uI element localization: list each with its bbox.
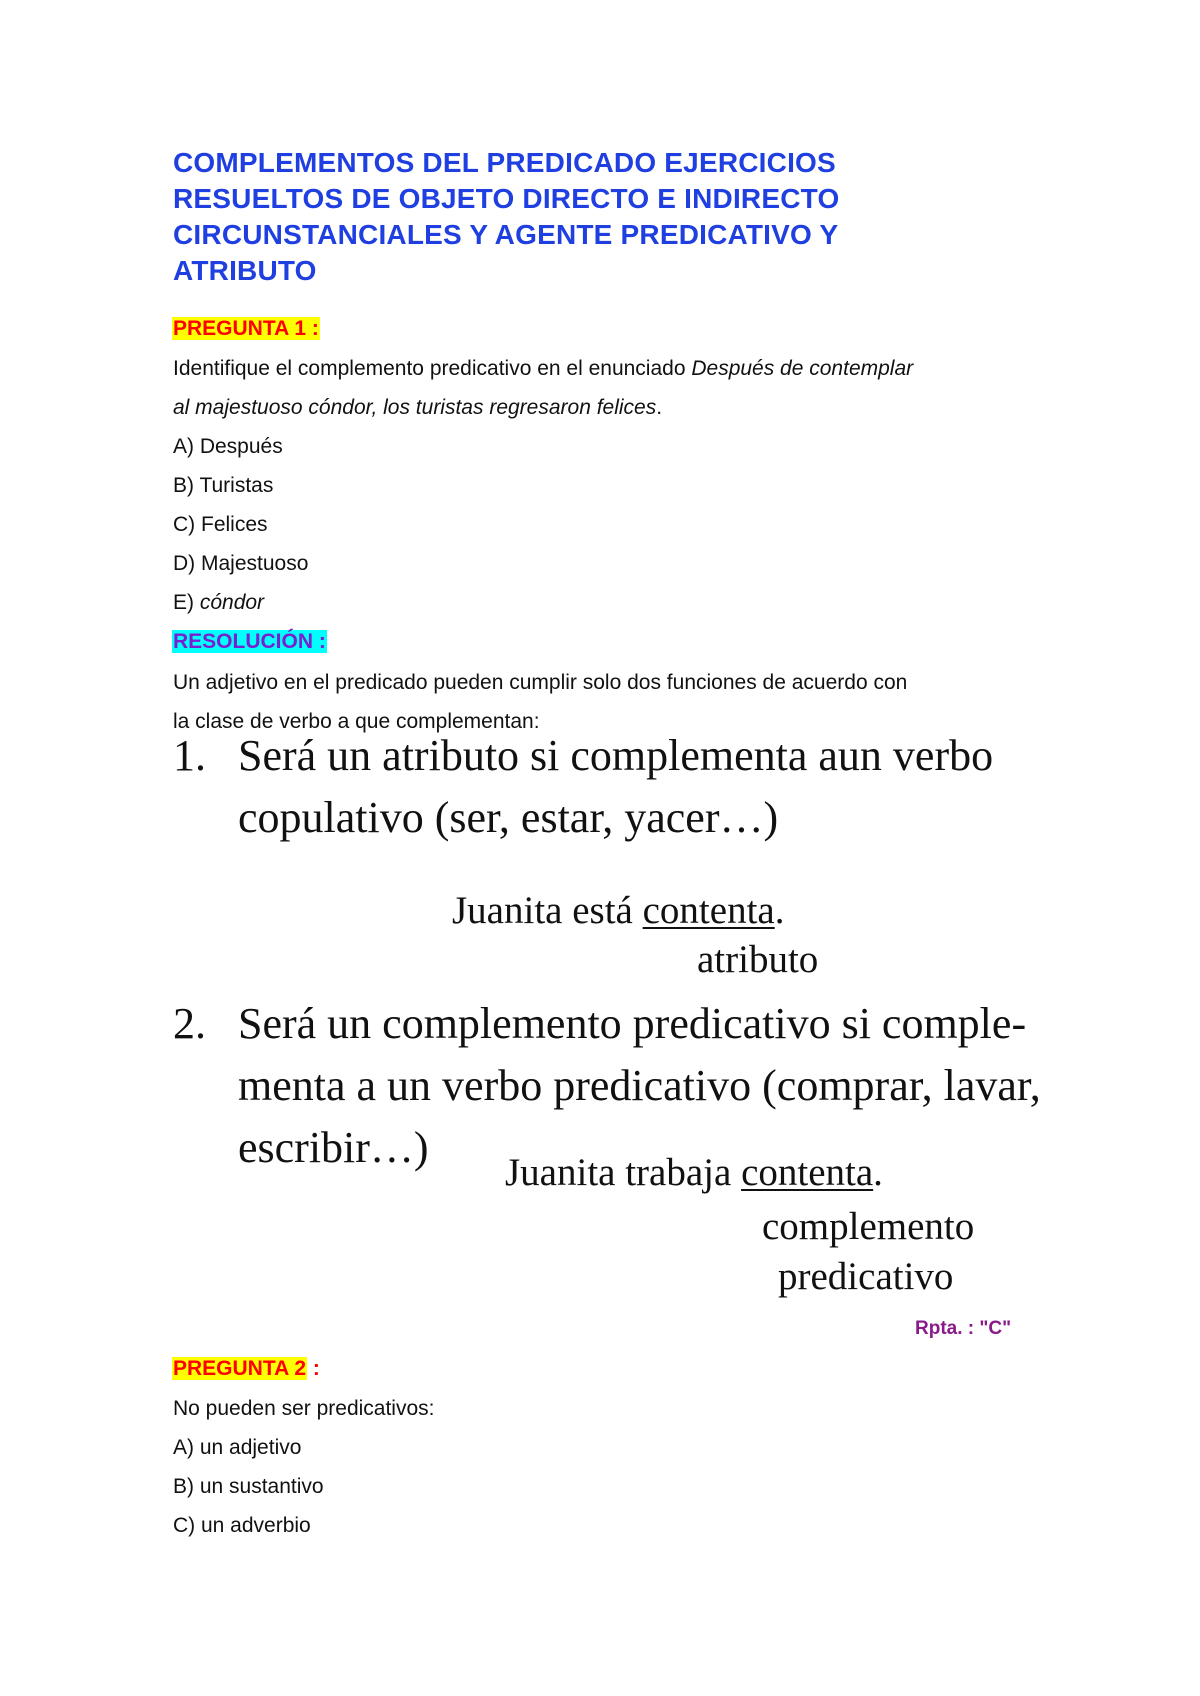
question-1-prompt-line1 — [173, 355, 913, 383]
option-b: B) Turistas — [173, 474, 274, 497]
resolution-text-line2: la clase de verbo a que complementan: — [173, 710, 540, 733]
rule-2-line1: Será un complemento predicativo si comple- — [238, 999, 1027, 1048]
question-2-prompt: No pueden ser predicativos: — [173, 1397, 435, 1420]
question-1-prompt-line2: al majestuoso cóndor, los turistas regresaron felices. — [173, 396, 663, 419]
q2-option-b: B) un sustantivo — [173, 1475, 324, 1498]
question-1-header — [172, 315, 320, 343]
rule-2-line3: escribir…) — [238, 1123, 429, 1172]
example-1-label: atributo — [697, 938, 819, 981]
rule-1-line1: Será un atributo si complementa aun verbo — [238, 731, 994, 780]
rule-1-number: 1. — [173, 731, 206, 780]
rule-2-line2: menta a un verbo predicativo (comprar, lavar, — [238, 1061, 1041, 1110]
title-line: COMPLEMENTOS DEL PREDICADO EJERCICIOS — [173, 147, 836, 178]
prompt-quote: al majestuoso cóndor, los turistas regresaron felices — [173, 396, 657, 419]
example-2: Juanita trabaja contenta. — [505, 1151, 883, 1194]
question-2-header: PREGUNTA 2 : — [173, 1357, 320, 1380]
example-2-label-line1: complemento — [762, 1205, 975, 1248]
q2-option-c: C) un adverbio — [173, 1514, 311, 1537]
example-2-underlined: contenta — [741, 1151, 874, 1194]
question-2-label: PREGUNTA 2 — [173, 1357, 307, 1380]
prompt-text: Identifique el complemento predicativo en el enunciado — [173, 357, 692, 380]
resolution-header — [172, 628, 327, 656]
title-line: CIRCUNSTANCIALES Y AGENTE PREDICATIVO Y — [173, 219, 839, 250]
q2-option-a: A) un adjetivo — [173, 1436, 302, 1459]
answer-label: Rpta. : "C" — [915, 1318, 1012, 1339]
example-2-label-line2: predicativo — [778, 1255, 954, 1298]
resolution-label: RESOLUCIÓN : — [173, 630, 326, 653]
title-line: ATRIBUTO — [173, 255, 317, 286]
option-c: C) Felices — [173, 513, 268, 536]
rule-2-number: 2. — [173, 999, 206, 1048]
resolution-text-line1: Un adjetivo en el predicado pueden cumplir solo dos funciones de acuerdo con — [173, 671, 908, 694]
question-1-label: PREGUNTA 1 : — [173, 317, 319, 340]
title-line: RESUELTOS DE OBJETO DIRECTO E INDIRECTO — [173, 183, 840, 214]
example-1: Juanita está contenta. — [452, 889, 785, 932]
prompt-quote: Después de contemplar — [691, 357, 914, 380]
example-1-underlined: contenta — [642, 889, 775, 932]
option-d: D) Majestuoso — [173, 552, 309, 575]
option-a: A) Después — [173, 435, 283, 458]
document-title — [173, 145, 1073, 289]
rule-1-line2: copulativo (ser, estar, yacer…) — [238, 793, 779, 842]
option-e: E) cóndor — [173, 591, 265, 614]
